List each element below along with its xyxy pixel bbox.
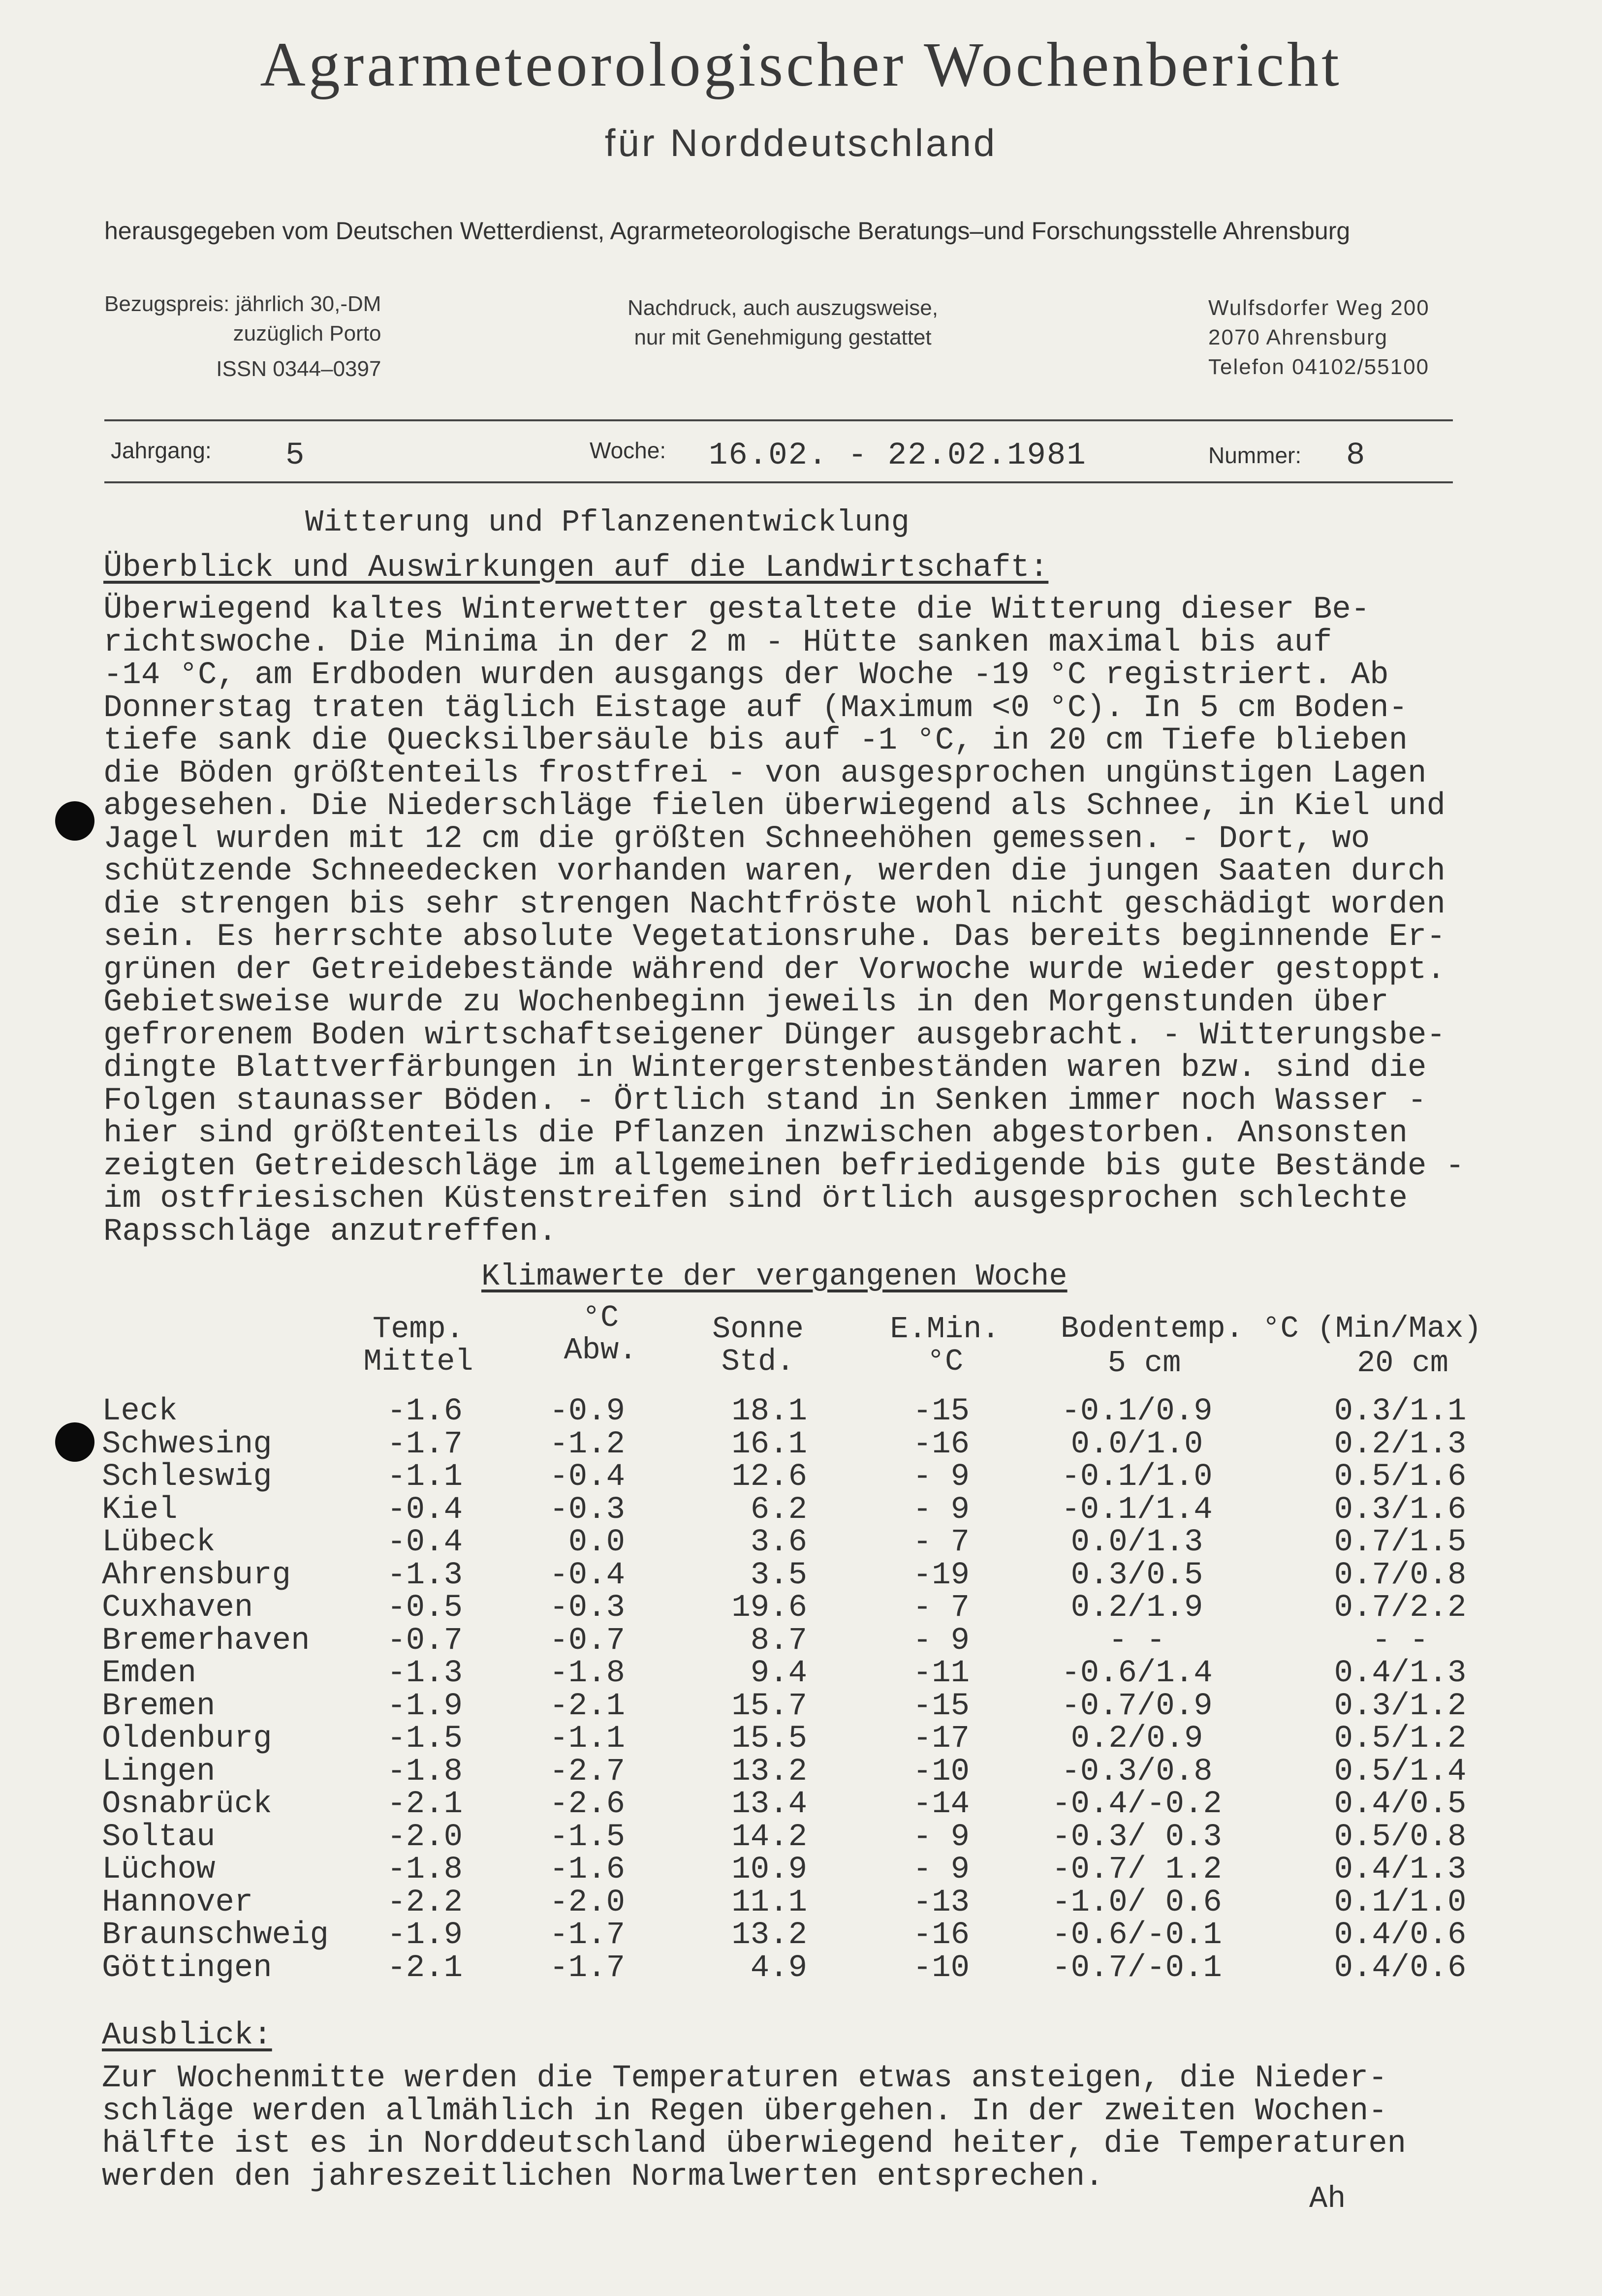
col-header-soil: Bodentemp. °C (Min/Max) xyxy=(1061,1311,1482,1346)
table-row xyxy=(0,1688,1602,1724)
cell-b20: 0.1/1.0 xyxy=(1334,1885,1467,1920)
cell-emin: -15 xyxy=(912,1394,970,1429)
cell-b20: 0.5/1.2 xyxy=(1334,1721,1467,1757)
cell-b5: -0.1/1.4 xyxy=(1061,1492,1213,1528)
table-row xyxy=(0,1590,1602,1626)
cell-abw: -0.3 xyxy=(549,1492,625,1528)
cell-temp: -2.1 xyxy=(387,1950,463,1986)
cell-station: Lingen xyxy=(102,1754,216,1790)
header-rule-top xyxy=(104,419,1453,421)
table-row xyxy=(0,1852,1602,1885)
cell-sun: 16.1 xyxy=(731,1426,807,1462)
cell-b5: -0.6/-0.1 xyxy=(1052,1918,1222,1953)
cell-sun: 9.4 xyxy=(750,1656,807,1691)
cell-b5: 0.3/0.5 xyxy=(1070,1557,1203,1593)
cell-abw: -2.7 xyxy=(549,1754,625,1790)
cell-emin: - 7 xyxy=(912,1590,970,1626)
cell-b20: 0.4/0.6 xyxy=(1334,1950,1467,1986)
cell-sun: 10.9 xyxy=(731,1852,807,1887)
cell-temp: -1.3 xyxy=(387,1656,463,1691)
cell-temp: -1.8 xyxy=(387,1852,463,1887)
cell-b5: - - xyxy=(1108,1623,1165,1659)
cell-b5: -0.7/-0.1 xyxy=(1052,1950,1222,1986)
cell-sun: 3.6 xyxy=(750,1525,807,1560)
cell-abw: -2.0 xyxy=(549,1885,625,1920)
cell-abw: -2.6 xyxy=(549,1787,625,1822)
cell-b20: 0.2/1.3 xyxy=(1334,1426,1467,1462)
cell-station: Braunschweig xyxy=(102,1918,329,1953)
cell-b20: 0.4/0.6 xyxy=(1334,1918,1467,1953)
cell-temp: -1.3 xyxy=(387,1557,463,1593)
col-header-soil-20cm: 20 cm xyxy=(1356,1346,1449,1381)
cell-temp: -0.4 xyxy=(387,1492,463,1528)
cell-temp: -1.9 xyxy=(387,1918,463,1953)
cell-sun: 12.6 xyxy=(731,1459,807,1495)
table-row xyxy=(0,1394,1602,1429)
cell-emin: - 9 xyxy=(912,1852,970,1887)
table-row xyxy=(0,1721,1602,1757)
cell-b5: -0.1/1.0 xyxy=(1061,1459,1213,1495)
cell-temp: -0.5 xyxy=(387,1590,463,1626)
cell-emin: - 9 xyxy=(912,1819,970,1855)
cell-station: Emden xyxy=(102,1656,197,1691)
cell-emin: - 9 xyxy=(912,1459,970,1495)
cell-temp: -1.7 xyxy=(387,1426,463,1462)
cell-abw: -1.1 xyxy=(549,1721,625,1757)
cell-station: Bremerhaven xyxy=(102,1623,310,1659)
cell-abw: -0.4 xyxy=(549,1459,625,1495)
climate-table-title: Klimawerte der vergangenen Woche xyxy=(481,1259,1068,1294)
report-subtitle: für Norddeutschland xyxy=(604,121,998,164)
publisher-line: herausgegeben vom Deutschen Wetterdienst, Agrarmeteorologische Beratungs–und Forschungsstelle Ahrensburg xyxy=(104,217,1351,245)
cell-temp: -2.1 xyxy=(387,1787,463,1822)
overview-heading: Überblick und Auswirkungen auf die Landwirtschaft: xyxy=(103,550,1049,586)
cell-emin: -13 xyxy=(912,1885,970,1920)
table-row xyxy=(0,1459,1602,1495)
cell-b20: 0.5/1.6 xyxy=(1334,1459,1467,1495)
table-row xyxy=(0,1918,1602,1953)
cell-sun: 15.5 xyxy=(731,1721,807,1757)
cell-b5: 0.2/1.9 xyxy=(1070,1590,1203,1626)
cell-b20: 0.4/1.3 xyxy=(1334,1656,1467,1691)
overview-body: Überwiegend kaltes Winterwetter gestaltete die Witterung dieser Be- richtswoche. Die Minima in der 2 m - Hütte sanken maximal bis auf -14 °C, am Erdboden wurden ausgangs der Woche -19 °C registriert. Ab Donnerstag traten täglich Eistage auf (Maximum <0 °C). In 5 cm Boden- tiefe sank die Quecksilbersäule bis auf -1 °C, in 20 cm Tiefe blieben die Böden größtenteils frostfrei - von ausgesprochen ungünstigen Lagen abgesehen. Die Niederschläge fielen überwiegend als Schnee, in Kiel und Jagel wurden mit 12 cm die größten Schneehöhen gemessen. - Dort, wo schützende Schneedecken vorhanden waren, werden die jungen Saaten durch die strengen bis sehr strengen Nachtfröste wohl nicht geschädigt worden sein. Es herrschte absolute Vegetationsruhe. Das bereits beginnende Er- grünen der Getreidebestände während der Vorwoche wurde wieder gestoppt. Gebietsweise wurde zu Wochenbeginn jeweils in den Morgenstunden über gefrorenem Boden wirtschaftseigener Dünger ausgebracht. - Witterungsbe- dingte Blattverfärbungen in Wintergerstenbeständen waren bzw. sind die Folgen staunasser Böden. - Örtlich stand in Senken immer noch Wasser - hier sind größtenteils die Pflanzen inzwischen abgestorben. Ansonsten zeigten Getreideschläge im allgemeinen befriedigende bis gute Bestände - im ostfriesischen Küstenstreifen sind örtlich ausgesprochen schlechte Rapsschläge anzutreffen. xyxy=(103,592,1465,1250)
cell-b20: 0.4/1.3 xyxy=(1334,1852,1467,1887)
cell-emin: -17 xyxy=(912,1721,970,1757)
table-row xyxy=(0,1787,1602,1822)
issn-line: ISSN 0344–0397 xyxy=(216,357,381,381)
cell-station: Lüchow xyxy=(102,1852,216,1887)
cell-b20: 0.3/1.2 xyxy=(1334,1688,1467,1724)
punch-hole-bottom xyxy=(55,1422,94,1462)
cell-b5: -0.3/ 0.3 xyxy=(1052,1819,1222,1855)
outlook-heading: Ausblick: xyxy=(102,2018,272,2053)
cell-b20: - - xyxy=(1372,1623,1429,1659)
cell-temp: -1.5 xyxy=(387,1721,463,1757)
table-row xyxy=(0,1525,1602,1560)
col-header-temp: Temp. Mittel xyxy=(363,1312,473,1379)
cell-station: Oldenburg xyxy=(102,1721,272,1757)
cell-sun: 3.5 xyxy=(750,1557,807,1593)
address-block xyxy=(1208,293,1430,382)
cell-abw: -1.7 xyxy=(549,1950,625,1986)
cell-emin: -16 xyxy=(912,1918,970,1953)
cell-b20: 0.7/0.8 xyxy=(1334,1557,1467,1593)
cell-b5: -0.1/0.9 xyxy=(1061,1394,1213,1429)
cell-sun: 11.1 xyxy=(731,1885,807,1920)
cell-emin: -16 xyxy=(912,1426,970,1462)
cell-abw: -0.3 xyxy=(549,1590,625,1626)
cell-emin: -19 xyxy=(912,1557,970,1593)
cell-station: Soltau xyxy=(102,1819,216,1855)
cell-sun: 4.9 xyxy=(750,1950,807,1986)
cell-abw: -0.4 xyxy=(549,1557,625,1593)
cell-sun: 13.2 xyxy=(731,1918,807,1953)
cell-b5: -1.0/ 0.6 xyxy=(1052,1885,1222,1920)
cell-emin: - 7 xyxy=(912,1525,970,1560)
cell-sun: 18.1 xyxy=(731,1394,807,1429)
cell-station: Schleswig xyxy=(102,1459,272,1495)
cell-sun: 19.6 xyxy=(731,1590,807,1626)
cell-sun: 13.4 xyxy=(731,1787,807,1822)
table-row xyxy=(0,1656,1602,1691)
cell-b5: -0.6/1.4 xyxy=(1061,1656,1213,1691)
cell-station: Kiel xyxy=(102,1492,178,1528)
cell-abw: -1.7 xyxy=(549,1918,625,1953)
cell-emin: - 9 xyxy=(912,1623,970,1659)
cell-b20: 0.5/0.8 xyxy=(1334,1819,1467,1855)
cell-emin: -11 xyxy=(912,1656,970,1691)
col-header-sun: Sonne Std. xyxy=(712,1312,804,1379)
cell-emin: -10 xyxy=(912,1950,970,1986)
cell-abw: -1.8 xyxy=(549,1656,625,1691)
cell-sun: 15.7 xyxy=(731,1688,807,1724)
cell-abw: -2.1 xyxy=(549,1688,625,1724)
cell-b20: 0.4/0.5 xyxy=(1334,1787,1467,1822)
cell-b5: -0.7/ 1.2 xyxy=(1052,1852,1222,1887)
postage-line: zuzüglich Porto xyxy=(233,321,381,346)
cell-sun: 13.2 xyxy=(731,1754,807,1790)
cell-sun: 6.2 xyxy=(750,1492,807,1528)
cell-station: Schwesing xyxy=(102,1426,272,1462)
cell-station: Bremen xyxy=(102,1688,216,1724)
punch-hole-top xyxy=(55,801,94,841)
cell-b5: -0.7/0.9 xyxy=(1061,1688,1213,1724)
cell-station: Osnabrück xyxy=(102,1787,272,1822)
report-title: Agrarmeteorologischer Wochenbericht xyxy=(260,30,1342,99)
week-label: Woche: xyxy=(590,438,666,463)
cell-emin: -14 xyxy=(912,1787,970,1822)
cell-sun: 14.2 xyxy=(731,1819,807,1855)
author-initials: Ah xyxy=(1309,2181,1346,2216)
cell-temp: -0.4 xyxy=(387,1525,463,1560)
cell-emin: - 9 xyxy=(912,1492,970,1528)
table-row xyxy=(0,1623,1602,1659)
cell-temp: -2.2 xyxy=(387,1885,463,1920)
number-label: Nummer: xyxy=(1208,442,1302,468)
cell-temp: -2.0 xyxy=(387,1819,463,1855)
cell-abw: -1.2 xyxy=(549,1426,625,1462)
cell-b20: 0.3/1.6 xyxy=(1334,1492,1467,1528)
table-row xyxy=(0,1754,1602,1790)
cell-abw: -0.9 xyxy=(549,1394,625,1429)
header-rule-bottom xyxy=(104,481,1453,483)
cell-station: Lübeck xyxy=(102,1525,216,1560)
cell-abw: -1.6 xyxy=(549,1852,625,1887)
cell-temp: -1.9 xyxy=(387,1688,463,1724)
number-value: 8 xyxy=(1346,438,1365,473)
cell-station: Leck xyxy=(102,1394,178,1429)
cell-b5: -0.4/-0.2 xyxy=(1052,1787,1222,1822)
cell-b20: 0.7/2.2 xyxy=(1334,1590,1467,1626)
cell-b5: 0.0/1.3 xyxy=(1070,1525,1203,1560)
table-row xyxy=(0,1426,1602,1462)
table-row xyxy=(0,1492,1602,1528)
cell-b20: 0.7/1.5 xyxy=(1334,1525,1467,1560)
cell-b5: 0.0/1.0 xyxy=(1070,1426,1203,1462)
subscription-info xyxy=(104,289,381,384)
cell-station: Cuxhaven xyxy=(102,1590,253,1626)
cell-temp: -1.6 xyxy=(387,1394,463,1429)
table-row xyxy=(0,1557,1602,1593)
price-line: Bezugspreis: jährlich 30,-DM xyxy=(104,292,381,316)
cell-abw: -0.7 xyxy=(549,1623,625,1659)
cell-emin: -15 xyxy=(912,1688,970,1724)
cell-abw: 0.0 xyxy=(568,1525,625,1560)
cell-b20: 0.5/1.4 xyxy=(1334,1754,1467,1790)
address-street: Wulfsdorfer Weg 200 xyxy=(1208,296,1430,320)
cell-b5: 0.2/0.9 xyxy=(1070,1721,1203,1757)
col-header-soil-5cm: 5 cm xyxy=(1107,1346,1181,1381)
address-city: 2070 Ahrensburg xyxy=(1208,325,1388,349)
section-title: Witterung und Pflanzenentwicklung xyxy=(305,505,910,540)
table-row xyxy=(0,1885,1602,1918)
reprint-line-1: Nachdruck, auch auszugsweise, xyxy=(628,296,938,320)
cell-station: Hannover xyxy=(102,1885,253,1920)
outlook-body: Zur Wochenmitte werden die Temperaturen etwas ansteigen, die Nieder- schläge werden allmählich in Regen übergehen. In der zweiten Wochen- hälfte ist es in Norddeutschland überwiegend heiter, die Temperaturen werden den jahreszeitlichen Normalwerten entsprechen. xyxy=(102,2061,1407,2195)
address-phone: Telefon 04102/55100 xyxy=(1208,355,1430,379)
cell-sun: 8.7 xyxy=(750,1623,807,1659)
col-header-emin: E.Min. °C xyxy=(890,1312,1000,1379)
cell-temp: -1.1 xyxy=(387,1459,463,1495)
cell-temp: -0.7 xyxy=(387,1623,463,1659)
cell-temp: -1.8 xyxy=(387,1754,463,1790)
reprint-line-2: nur mit Genehmigung gestattet xyxy=(634,325,932,349)
cell-b5: -0.3/0.8 xyxy=(1061,1754,1213,1790)
volume-value: 5 xyxy=(285,438,305,473)
cell-abw: -1.5 xyxy=(549,1819,625,1855)
cell-station: Göttingen xyxy=(102,1950,272,1986)
cell-b20: 0.3/1.1 xyxy=(1334,1394,1467,1429)
col-header-abw: °C Abw. xyxy=(564,1300,637,1368)
volume-label: Jahrgang: xyxy=(111,438,212,463)
cell-emin: -10 xyxy=(912,1754,970,1790)
reprint-notice xyxy=(628,293,938,352)
table-row xyxy=(0,1950,1602,1986)
table-row xyxy=(0,1819,1602,1855)
week-value: 16.02. - 22.02.1981 xyxy=(709,438,1087,473)
cell-station: Ahrensburg xyxy=(102,1557,291,1593)
